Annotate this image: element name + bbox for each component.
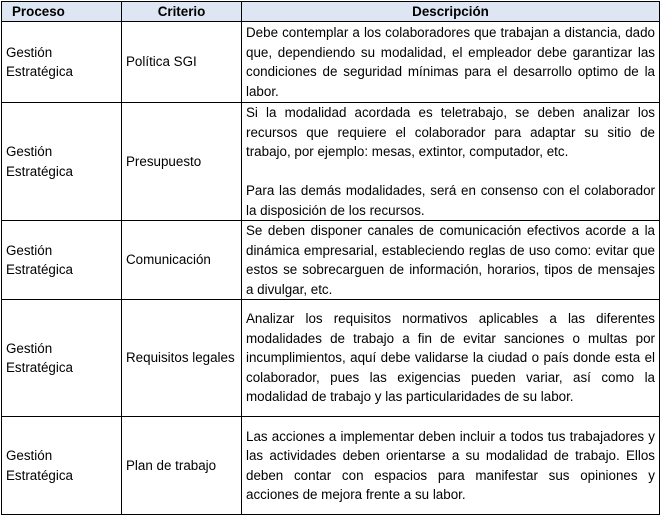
table-row	[2, 103, 660, 221]
proceso-cell: Gestión Estratégica	[2, 22, 122, 103]
proceso-cell: Gestión Estratégica	[2, 103, 122, 221]
descripcion-paragraph: Las acciones a implementar deben incluir a todos tus trabajadores y las actividades deben orientarse a su modalidad de trabajo. Ellos deben contar con espacios para manifestar sus opiniones y acciones de mejora frente a su labor.	[246, 428, 655, 502]
criterio-cell: Requisitos legales	[122, 300, 242, 417]
header-criterio: Criterio	[122, 2, 242, 22]
proceso-cell: Gestión Estratégica	[2, 221, 122, 300]
proceso-cell: Gestión Estratégica	[2, 417, 122, 515]
criterio-cell: Presupuesto	[122, 103, 242, 221]
table-row	[2, 221, 660, 300]
criterio-cell: Plan de trabajo	[122, 417, 242, 515]
descripcion-cell	[242, 22, 660, 103]
descripcion-cell	[242, 103, 660, 221]
table-row	[2, 417, 660, 515]
header-row	[2, 2, 660, 22]
descripcion-cell	[242, 300, 660, 417]
descripcion-paragraph: Se deben disponer canales de comunicación efectivos acorde a la dinámica empresarial, estableciendo reglas de uso como: evitar que estos se sobrecarguen de información, horarios, tipos de mensajes a divulgar, etc.	[246, 223, 655, 297]
header-descripcion: Descripción	[242, 2, 660, 22]
criteria-table	[1, 1, 660, 515]
descripcion-paragraph: Si la modalidad acordada es teletrabajo, se deben analizar los recursos que requiere el colaborador para adaptar su sitio de trabajo, por ejemplo: mesas, extintor, computador, etc.	[246, 105, 655, 159]
descripcion-cell	[242, 221, 660, 300]
descripcion-paragraph: Analizar los requisitos normativos aplicables a las diferentes modalidades de trabajo a fin de evitar sanciones o multas por incumplimientos, aquí debe validarse la ciudad o país donde esta el colaborador, pues las exigencias pueden variar, así como la modalidad de trabajo y las particularidades de su labor.	[246, 311, 655, 405]
proceso-cell: Gestión Estratégica	[2, 300, 122, 417]
table-row	[2, 22, 660, 103]
descripcion-cell	[242, 417, 660, 515]
criterio-cell: Política SGI	[122, 22, 242, 103]
table-row	[2, 300, 660, 417]
header-proceso: Proceso	[2, 2, 122, 22]
descripcion-paragraph: Para las demás modalidades, será en consenso con el colaborador la disposición de los recursos.	[246, 183, 655, 218]
criterio-cell: Comunicación	[122, 221, 242, 300]
descripcion-paragraph: Debe contemplar a los colaboradores que trabajan a distancia, dado que, dependiendo su modalidad, el empleador debe garantizar las condiciones de seguridad mínimas para el desarrollo optimo de la labor.	[246, 25, 655, 99]
